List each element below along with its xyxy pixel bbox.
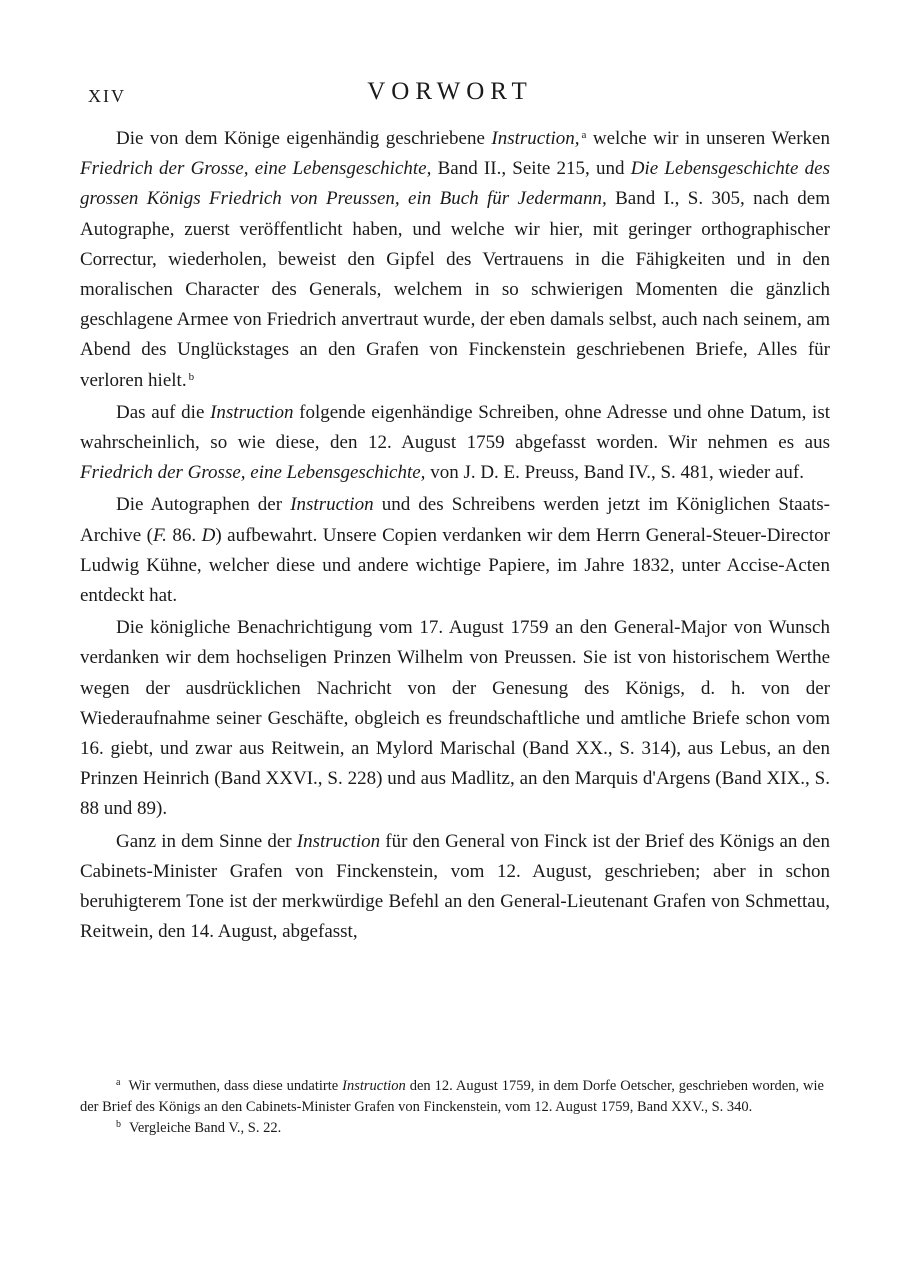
italic-instruction: Instruction <box>210 401 294 423</box>
running-header <box>0 78 900 112</box>
italic-book-title: Friedrich der Grosse, eine Lebensgeschichte, <box>80 462 426 484</box>
italic-archive-ref: D <box>201 524 216 546</box>
text-run: folgende eigenhändige Schreiben, ohne Adresse und ohne Datum, ist wahrscheinlich, so wie diese, den 12. August 1759 abgefasst worden. Wir nehmen es aus <box>80 401 830 454</box>
text-run: Vergleiche Band V., S. 22. <box>129 1120 282 1136</box>
text-run: Die königliche Benachrichtigung vom 17. August 1759 an den General-Major von Wunsch verdanken wir dem hochseligen Prinzen Wilhelm von Preussen. Sie ist von historischem Werthe wegen der ausdrücklichen Nachricht von der Genesung des Königs, d. h. von der Wiederaufnahme seiner Geschäfte, obgleich es freundschaftliche und amtliche Briefe schon vom 16. giebt, und zwar aus Reitwein, an Mylord Marischal (Band XX., S. 314), aus Lebus, an den Prinzen Heinrich (Band XXVI., S. 228) und aus Madlitz, an den Marquis d'Argens (Band XIX., S. 88 und 89). <box>80 617 830 820</box>
footnotes <box>80 1076 824 1139</box>
text-run: welche wir in unseren Werken <box>586 128 830 149</box>
main-text <box>80 124 830 947</box>
italic-instruction: Instruction <box>342 1078 406 1094</box>
paragraph-4 <box>80 613 830 824</box>
text-run: Wir vermuthen, dass diese undatirte <box>128 1078 343 1094</box>
text-run: Band I., S. 305, nach dem Autographe, zuerst veröffentlicht haben, und welche wir hier, mit geringer orthographischer Correctur, wiederholen, beweist den Gipfel des Vertrauens in die Fähigkeiten und in den moralischen Character des Generals, welchem in so schwierigen Momenten die gänzlich geschlagene Armee von Friedrich anvertraut wurde, der eben damals selbst, auch nach seinem, am Abend des Unglückstages an den Grafen von Finckenstein geschriebenen Briefe, Alles für verloren hielt. <box>80 188 831 391</box>
page-title: VORWORT <box>367 78 533 105</box>
text-run: für den General von Finck ist der Brief des Königs an den Cabinets-Minister Grafen von Finckenstein, vom 12. August, geschrieben; aber in schon beruhigterem Tone ist der merkwürdige Befehl an den General-Lieutenant Grafen von Schmettau, Reitwein, den 14. August, abgefasst, <box>80 830 830 943</box>
text-run: ) aufbewahrt. Unsere Copien verdanken wir dem Herrn General-Steuer-Director Ludwig Kühne, welcher diese und andere wichtige Papiere, im Jahre 1832, unter Accise-Acten entdeckt hat. <box>80 524 831 607</box>
text-run: Die Autographen der <box>116 494 291 516</box>
footnote-ref-b: b <box>188 370 195 383</box>
footnote-mark: a <box>116 1077 121 1088</box>
text-run: und des Schreibens werden jetzt im Königlichen Staats-Archive ( <box>80 494 830 546</box>
text-run: den 12. August 1759, in dem Dorfe Oetscher, geschrieben worden, wie der Brief des Königs an den Cabinets-Minister Grafen von Finckenstein, vom 12. August 1759, Band XXV., S. 340. <box>80 1078 824 1115</box>
text-run: Band II., Seite 215, und <box>431 158 631 180</box>
italic-book-title: Die Lebensgeschichte des grossen Königs Friedrich von Preussen, ein Buch für Jedermann, <box>80 158 830 210</box>
text-run: Das auf die <box>116 401 211 423</box>
footnote-b <box>80 1118 824 1139</box>
footnote-ref-a: a <box>581 129 587 141</box>
italic-book-title: Friedrich der Grosse, eine Lebensgeschichte, <box>80 158 432 180</box>
footnote-mark: b <box>116 1119 121 1130</box>
text-run: von J. D. E. Preuss, Band IV., S. 481, wieder auf. <box>425 462 804 484</box>
paragraph-2 <box>80 398 830 489</box>
page-number: XIV <box>88 86 126 106</box>
italic-instruction: Instruction <box>296 830 381 852</box>
italic-instruction: Instruction <box>290 494 374 516</box>
footnote-a <box>80 1076 824 1118</box>
italic-instruction: Instruction, <box>491 128 580 149</box>
italic-archive-ref: F. <box>153 524 167 546</box>
paragraph-5 <box>80 827 830 948</box>
text-run: Die von dem Könige eigenhändig geschriebene <box>116 128 492 149</box>
text-run: Ganz in dem Sinne der <box>116 830 297 852</box>
paragraph-1 <box>80 124 830 396</box>
paragraph-3 <box>80 490 830 611</box>
text-run: 86. <box>166 524 202 546</box>
